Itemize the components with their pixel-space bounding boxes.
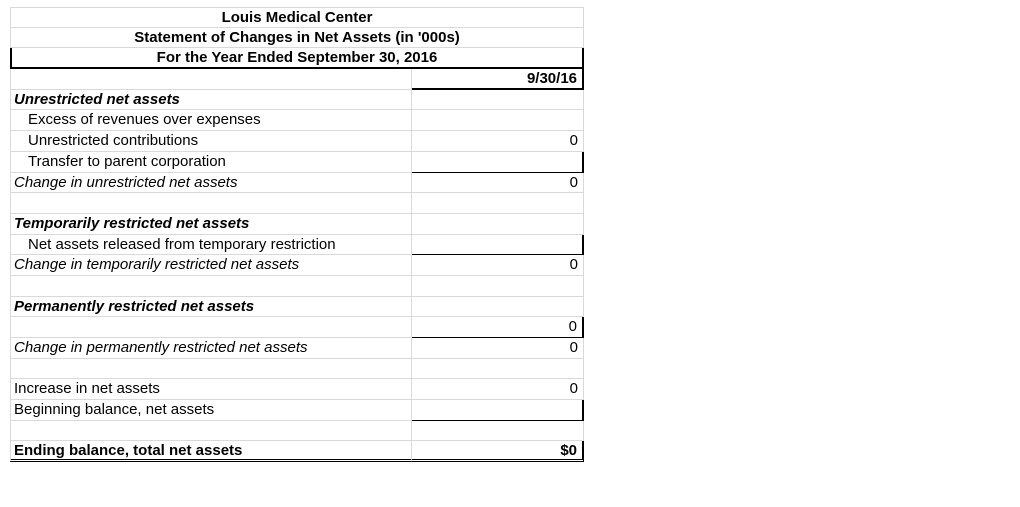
- perm-subtotal-value[interactable]: 0: [412, 317, 584, 338]
- unrestricted-heading[interactable]: Unrestricted net assets: [10, 90, 412, 111]
- blank-cell[interactable]: [412, 359, 584, 380]
- beginning-value[interactable]: [412, 400, 584, 421]
- excess-revenues-value[interactable]: [412, 110, 584, 131]
- unrestricted-contributions-value[interactable]: 0: [412, 131, 584, 152]
- table-row: [10, 317, 584, 338]
- column-header-row: [10, 69, 584, 90]
- change-temp-value[interactable]: 0: [412, 255, 584, 276]
- ending-value[interactable]: $0: [412, 441, 584, 462]
- perm-restricted-heading[interactable]: Permanently restricted net assets: [10, 297, 412, 318]
- table-row: [10, 359, 584, 380]
- table-row: [10, 152, 584, 173]
- table-row: [10, 441, 584, 462]
- beginning-label[interactable]: Beginning balance, net assets: [10, 400, 412, 421]
- blank-cell[interactable]: [10, 276, 412, 297]
- increase-value[interactable]: 0: [412, 379, 584, 400]
- blank-cell[interactable]: [412, 193, 584, 214]
- table-row: [10, 90, 584, 111]
- change-unrestricted-label[interactable]: Change in unrestricted net assets: [10, 173, 412, 194]
- statement-title-row: [10, 28, 584, 49]
- company-name: Louis Medical Center: [10, 7, 584, 28]
- change-perm-value[interactable]: 0: [412, 338, 584, 359]
- blank-cell[interactable]: [10, 193, 412, 214]
- title-row: [10, 7, 584, 28]
- change-temp-label[interactable]: Change in temporarily restricted net assets: [10, 255, 412, 276]
- released-temp-label[interactable]: Net assets released from temporary restriction: [10, 235, 412, 256]
- table-row: [10, 379, 584, 400]
- change-perm-label[interactable]: Change in permanently restricted net assets: [10, 338, 412, 359]
- blank-cell[interactable]: [10, 359, 412, 380]
- table-row: [10, 214, 584, 235]
- table-row: [10, 193, 584, 214]
- period-title: For the Year Ended September 30, 2016: [10, 48, 584, 69]
- excess-revenues-label[interactable]: Excess of revenues over expenses: [10, 110, 412, 131]
- table-row: [10, 110, 584, 131]
- table-row: [10, 276, 584, 297]
- change-unrestricted-value[interactable]: 0: [412, 173, 584, 194]
- statement-title: Statement of Changes in Net Assets (in '000s): [10, 28, 584, 49]
- increase-label[interactable]: Increase in net assets: [10, 379, 412, 400]
- column-date-header[interactable]: 9/30/16: [412, 69, 584, 90]
- value-cell[interactable]: [412, 214, 584, 235]
- table-row: [10, 173, 584, 194]
- temp-restricted-heading[interactable]: Temporarily restricted net assets: [10, 214, 412, 235]
- blank-cell[interactable]: [412, 276, 584, 297]
- blank-cell[interactable]: [412, 421, 584, 442]
- transfer-parent-label[interactable]: Transfer to parent corporation: [10, 152, 412, 173]
- ending-label[interactable]: Ending balance, total net assets: [10, 441, 412, 462]
- unrestricted-contributions-label[interactable]: Unrestricted contributions: [10, 131, 412, 152]
- table-row: [10, 255, 584, 276]
- blank-cell[interactable]: [10, 317, 412, 338]
- blank-cell[interactable]: [10, 69, 412, 90]
- table-row: [10, 297, 584, 318]
- table-row: [10, 235, 584, 256]
- table-row: [10, 338, 584, 359]
- value-cell[interactable]: [412, 90, 584, 111]
- blank-cell[interactable]: [10, 421, 412, 442]
- table-row: [10, 421, 584, 442]
- transfer-parent-value[interactable]: [412, 152, 584, 173]
- period-row: [10, 48, 584, 69]
- net-assets-statement: [10, 7, 584, 462]
- table-row: [10, 400, 584, 421]
- value-cell[interactable]: [412, 297, 584, 318]
- released-temp-value[interactable]: [412, 235, 584, 256]
- table-row: [10, 131, 584, 152]
